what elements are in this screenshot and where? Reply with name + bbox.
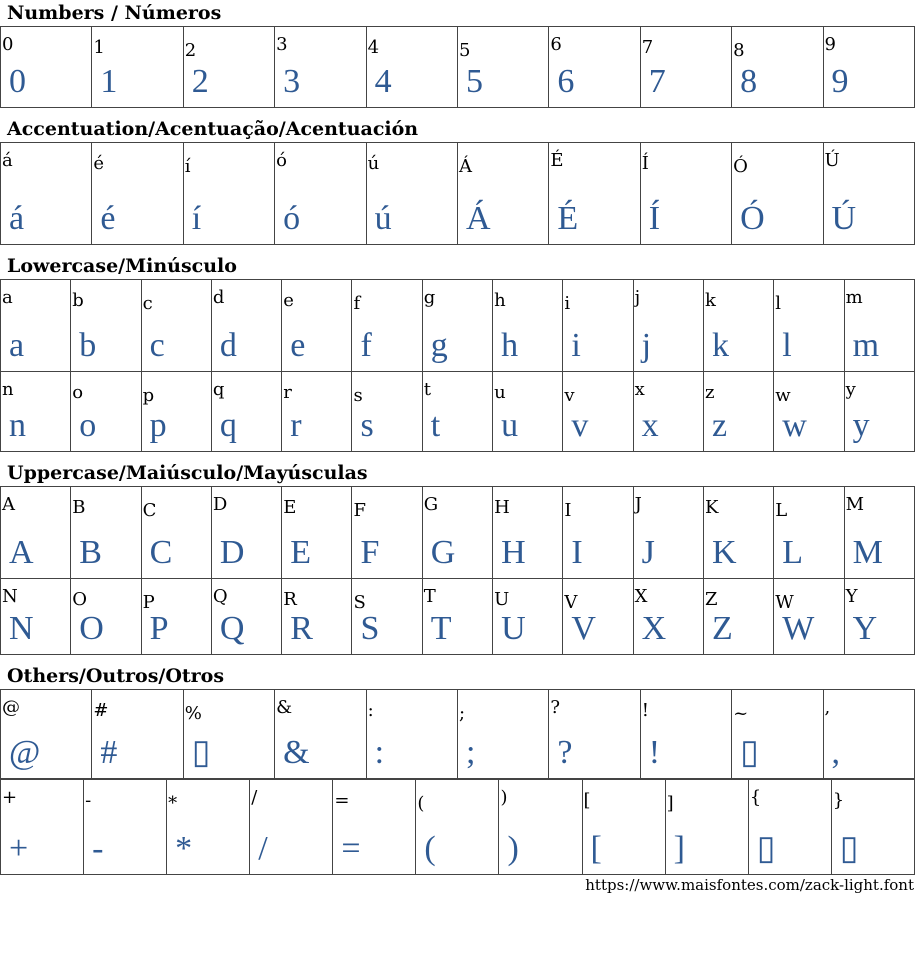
uppercase-cell: [282, 487, 352, 579]
uppercase-glyph: Q: [219, 610, 245, 647]
other-glyph: :: [374, 734, 385, 771]
other-label: [: [583, 790, 591, 811]
uppercase-label: W: [775, 592, 794, 613]
other-label: @: [2, 697, 20, 718]
number-cell: [732, 27, 823, 108]
uppercase-label: E: [283, 497, 297, 518]
uppercase-glyph: K: [711, 534, 737, 571]
number-label: 1: [93, 37, 105, 58]
number-label: 7: [641, 37, 654, 58]
number-glyph: 7: [648, 63, 666, 100]
other-glyph: &: [283, 734, 310, 771]
lowercase-grid: [0, 279, 915, 452]
accent-label: Ó: [733, 156, 748, 177]
other-label: ?: [550, 697, 560, 718]
section-title-accents: Accentuation/Acentuação/Acentuación: [7, 118, 419, 140]
number-label: 3: [276, 34, 288, 55]
other-glyph: ;: [465, 734, 476, 771]
uppercase-cell: [844, 487, 914, 579]
lowercase-glyph: l: [782, 327, 792, 364]
other-glyph: ▯: [740, 734, 759, 771]
number-glyph: 9: [831, 63, 849, 100]
other-glyph: +: [9, 830, 29, 867]
number-cell: [183, 27, 274, 108]
lowercase-cell: [422, 372, 492, 452]
lowercase-cell: [774, 372, 844, 452]
uppercase-label: F: [353, 500, 366, 521]
others-grid-row2: [0, 779, 915, 875]
number-glyph: 4: [374, 63, 392, 100]
uppercase-cell: [774, 487, 844, 579]
other-label: (: [417, 793, 425, 814]
lowercase-cell: [1, 372, 71, 452]
other-cell: [333, 780, 416, 875]
other-label: &: [276, 697, 293, 718]
accent-cell: [366, 143, 457, 245]
uppercase-cell: [844, 579, 914, 655]
lowercase-label: a: [2, 287, 13, 308]
lowercase-glyph: m: [852, 327, 880, 364]
number-cell: [275, 27, 366, 108]
uppercase-glyph: S: [360, 610, 380, 647]
uppercase-label: U: [494, 589, 510, 610]
accent-label: Í: [641, 153, 649, 174]
accent-label: í: [184, 156, 191, 177]
number-cell: [92, 27, 183, 108]
lowercase-label: t: [423, 379, 432, 400]
uppercase-glyph: E: [290, 534, 311, 571]
lowercase-label: f: [353, 293, 361, 314]
lowercase-glyph: e: [290, 327, 306, 364]
other-label: =: [334, 790, 350, 811]
lowercase-label: h: [494, 290, 506, 311]
accent-cell: [549, 143, 640, 245]
other-glyph: =: [341, 830, 361, 867]
accent-glyph: Á: [465, 200, 491, 237]
lowercase-cell: [211, 280, 281, 372]
uppercase-cell: [1, 579, 71, 655]
lowercase-cell: [422, 280, 492, 372]
number-label: 4: [367, 37, 380, 58]
other-glyph: *: [175, 830, 193, 867]
lowercase-label: x: [634, 379, 645, 400]
uppercase-label: O: [72, 589, 88, 610]
lowercase-glyph: g: [430, 327, 448, 364]
uppercase-label: Q: [212, 586, 228, 607]
other-cell: [366, 690, 457, 779]
accent-label: É: [550, 150, 564, 171]
accent-glyph: ó: [283, 200, 301, 237]
uppercase-cell: [422, 487, 492, 579]
uppercase-cell: [211, 487, 281, 579]
number-label: 9: [824, 34, 836, 55]
uppercase-label: J: [634, 494, 642, 515]
number-label: 0: [2, 34, 14, 55]
uppercase-cell: [71, 487, 141, 579]
lowercase-label: d: [212, 287, 225, 308]
uppercase-label: L: [775, 500, 788, 521]
other-label: #: [93, 700, 109, 721]
lowercase-cell: [282, 372, 352, 452]
other-cell: [549, 690, 640, 779]
uppercase-glyph: H: [501, 534, 526, 571]
other-label: *: [168, 793, 178, 814]
other-cell: [732, 690, 823, 779]
other-label: ;: [458, 703, 466, 724]
other-cell: [1, 690, 92, 779]
other-glyph: [: [590, 830, 602, 867]
uppercase-grid: [0, 486, 915, 655]
uppercase-cell: [563, 579, 633, 655]
lowercase-glyph: j: [641, 327, 652, 364]
accent-glyph: á: [9, 200, 25, 237]
uppercase-label: S: [353, 592, 366, 613]
other-label: ): [500, 787, 508, 808]
lowercase-cell: [352, 280, 422, 372]
accent-label: á: [2, 150, 13, 171]
other-cell: [831, 780, 914, 875]
uppercase-cell: [282, 579, 352, 655]
other-label: +: [2, 787, 18, 808]
uppercase-label: V: [564, 592, 578, 613]
uppercase-cell: [633, 579, 703, 655]
uppercase-cell: [211, 579, 281, 655]
lowercase-glyph: v: [571, 407, 589, 444]
number-glyph: 3: [283, 63, 301, 100]
accent-cell: [732, 143, 823, 245]
uppercase-cell: [703, 579, 773, 655]
lowercase-label: b: [72, 290, 84, 311]
number-glyph: 6: [557, 63, 575, 100]
uppercase-label: A: [2, 494, 15, 515]
uppercase-cell: [141, 579, 211, 655]
accent-glyph: Í: [648, 200, 661, 237]
section-title-lowercase: Lowercase/Minúsculo: [7, 255, 237, 277]
number-cell: [457, 27, 548, 108]
lowercase-cell: [141, 280, 211, 372]
uppercase-label: T: [423, 586, 436, 607]
uppercase-cell: [352, 487, 422, 579]
accents-grid: [0, 142, 915, 245]
other-glyph: ): [507, 830, 519, 867]
uppercase-glyph: N: [9, 610, 34, 647]
other-glyph: ▯: [756, 830, 776, 867]
uppercase-glyph: P: [149, 610, 169, 647]
uppercase-cell: [633, 487, 703, 579]
uppercase-glyph: C: [149, 534, 173, 571]
uppercase-glyph: T: [430, 610, 452, 647]
other-glyph: ▯: [839, 830, 859, 867]
other-glyph: ?: [557, 734, 573, 771]
uppercase-glyph: X: [641, 610, 667, 647]
uppercase-label: X: [634, 586, 648, 607]
lowercase-glyph: p: [149, 407, 167, 444]
other-cell: [183, 690, 274, 779]
other-glyph: !: [648, 734, 661, 771]
lowercase-label: n: [2, 379, 14, 400]
other-cell: [823, 690, 914, 779]
lowercase-glyph: f: [360, 327, 372, 364]
other-cell: [665, 780, 748, 875]
lowercase-cell: [1, 280, 71, 372]
other-cell: [457, 690, 548, 779]
lowercase-label: v: [564, 385, 575, 406]
accent-label: ó: [276, 150, 288, 171]
lowercase-glyph: r: [290, 407, 302, 444]
lowercase-cell: [211, 372, 281, 452]
lowercase-label: s: [353, 385, 363, 406]
uppercase-glyph: L: [782, 534, 804, 571]
accent-glyph: é: [100, 200, 116, 237]
uppercase-label: Y: [845, 586, 858, 607]
other-glyph: #: [100, 734, 118, 771]
lowercase-glyph: o: [79, 407, 97, 444]
uppercase-glyph: R: [290, 610, 313, 647]
lowercase-label: j: [634, 287, 641, 308]
uppercase-label: N: [2, 586, 18, 607]
number-cell: [366, 27, 457, 108]
lowercase-label: k: [704, 290, 716, 311]
accent-glyph: É: [557, 200, 579, 237]
other-label: -: [85, 790, 92, 811]
lowercase-cell: [703, 280, 773, 372]
lowercase-label: l: [775, 293, 782, 314]
number-label: 5: [458, 40, 471, 61]
other-label: }: [832, 790, 845, 811]
uppercase-label: G: [423, 494, 439, 515]
lowercase-glyph: w: [782, 407, 807, 444]
lowercase-glyph: u: [501, 407, 519, 444]
other-glyph: ▯: [191, 734, 211, 771]
accent-cell: [92, 143, 183, 245]
lowercase-cell: [71, 280, 141, 372]
accent-cell: [275, 143, 366, 245]
lowercase-cell: [352, 372, 422, 452]
lowercase-cell: [633, 280, 703, 372]
lowercase-glyph: n: [9, 407, 26, 444]
section-title-uppercase: Uppercase/Maiúsculo/Mayúsculas: [7, 462, 368, 484]
section-title-numbers: Numbers / Números: [7, 2, 222, 24]
lowercase-glyph: i: [571, 327, 581, 364]
uppercase-glyph: W: [782, 610, 815, 647]
accent-glyph: ú: [374, 200, 392, 237]
lowercase-label: i: [564, 293, 571, 314]
uppercase-cell: [71, 579, 141, 655]
lowercase-label: m: [845, 287, 863, 308]
other-cell: [167, 780, 250, 875]
uppercase-glyph: F: [360, 534, 380, 571]
uppercase-label: P: [142, 592, 155, 613]
other-cell: [748, 780, 831, 875]
uppercase-label: K: [704, 497, 719, 518]
lowercase-label: o: [72, 382, 84, 403]
other-label: {: [749, 787, 762, 808]
lowercase-cell: [282, 280, 352, 372]
number-glyph: 1: [100, 63, 118, 100]
other-cell: [582, 780, 665, 875]
lowercase-label: g: [423, 287, 436, 308]
uppercase-cell: [493, 579, 563, 655]
lowercase-label: w: [775, 385, 791, 406]
other-glyph: ]: [673, 830, 685, 867]
other-label: ]: [666, 793, 674, 814]
other-label: ~: [733, 703, 749, 724]
lowercase-cell: [633, 372, 703, 452]
lowercase-cell: [141, 372, 211, 452]
lowercase-cell: [493, 280, 563, 372]
uppercase-cell: [1, 487, 71, 579]
lowercase-label: c: [142, 293, 153, 314]
accent-cell: [1, 143, 92, 245]
accent-glyph: Ó: [740, 200, 765, 237]
uppercase-glyph: I: [571, 534, 583, 571]
accent-cell: [823, 143, 914, 245]
lowercase-label: e: [283, 290, 294, 311]
other-cell: [250, 780, 333, 875]
number-glyph: 0: [9, 63, 26, 100]
accent-glyph: Ú: [831, 200, 857, 237]
other-label: !: [641, 700, 649, 721]
uppercase-glyph: O: [79, 610, 104, 647]
other-cell: [499, 780, 582, 875]
lowercase-glyph: c: [149, 327, 165, 364]
uppercase-glyph: D: [219, 534, 245, 571]
uppercase-glyph: V: [571, 610, 596, 647]
lowercase-glyph: z: [711, 407, 728, 444]
section-title-others: Others/Outros/Otros: [7, 665, 225, 687]
uppercase-cell: [774, 579, 844, 655]
lowercase-glyph: a: [9, 327, 25, 364]
other-label: :: [367, 700, 374, 721]
footer-url[interactable]: https://www.maisfontes.com/zack-light.font: [585, 876, 914, 894]
number-cell: [1, 27, 92, 108]
accent-label: Á: [458, 156, 472, 177]
accent-cell: [457, 143, 548, 245]
uppercase-label: Z: [704, 589, 718, 610]
lowercase-glyph: k: [711, 327, 729, 364]
lowercase-glyph: y: [852, 407, 870, 444]
others-grid-row1: [0, 689, 915, 779]
number-cell: [549, 27, 640, 108]
accent-cell: [640, 143, 731, 245]
uppercase-glyph: Z: [711, 610, 733, 647]
lowercase-label: p: [142, 385, 155, 406]
lowercase-glyph: d: [219, 327, 237, 364]
lowercase-label: q: [212, 379, 225, 400]
lowercase-cell: [493, 372, 563, 452]
other-cell: [640, 690, 731, 779]
uppercase-cell: [703, 487, 773, 579]
lowercase-glyph: t: [430, 407, 441, 444]
uppercase-glyph: A: [9, 534, 34, 571]
lowercase-label: z: [704, 382, 715, 403]
lowercase-glyph: x: [641, 407, 659, 444]
other-cell: [1, 780, 84, 875]
uppercase-label: M: [845, 494, 864, 515]
number-glyph: 5: [465, 63, 483, 100]
number-label: 2: [184, 40, 197, 61]
accent-label: ú: [367, 153, 380, 174]
number-glyph: 2: [191, 63, 209, 100]
uppercase-glyph: G: [430, 534, 456, 571]
lowercase-cell: [563, 372, 633, 452]
uppercase-label: I: [564, 500, 572, 521]
accent-label: é: [93, 153, 105, 174]
number-label: 8: [733, 40, 745, 61]
uppercase-label: C: [142, 500, 157, 521]
lowercase-label: y: [845, 379, 856, 400]
number-glyph: 8: [740, 63, 758, 100]
uppercase-cell: [563, 487, 633, 579]
uppercase-glyph: U: [501, 610, 526, 647]
accent-cell: [183, 143, 274, 245]
other-glyph: -: [92, 830, 104, 867]
lowercase-glyph: s: [360, 407, 374, 444]
other-cell: [84, 780, 167, 875]
accent-glyph: í: [191, 200, 202, 237]
accent-label: Ú: [824, 150, 840, 171]
other-glyph: /: [258, 830, 268, 867]
other-glyph: @: [9, 734, 41, 771]
lowercase-cell: [774, 280, 844, 372]
uppercase-cell: [422, 579, 492, 655]
uppercase-label: D: [212, 494, 228, 515]
number-cell: [640, 27, 731, 108]
lowercase-cell: [563, 280, 633, 372]
lowercase-glyph: h: [501, 327, 519, 364]
lowercase-label: u: [494, 382, 506, 403]
other-cell: [275, 690, 366, 779]
uppercase-glyph: B: [79, 534, 102, 571]
lowercase-glyph: b: [79, 327, 97, 364]
other-cell: [92, 690, 183, 779]
lowercase-cell: [844, 372, 914, 452]
lowercase-glyph: q: [219, 407, 237, 444]
lowercase-cell: [844, 280, 914, 372]
number-label: 6: [550, 34, 562, 55]
uppercase-cell: [352, 579, 422, 655]
uppercase-label: B: [72, 497, 86, 518]
uppercase-label: R: [283, 589, 297, 610]
uppercase-label: H: [494, 497, 510, 518]
uppercase-cell: [493, 487, 563, 579]
lowercase-cell: [703, 372, 773, 452]
uppercase-glyph: M: [852, 534, 883, 571]
uppercase-glyph: Y: [852, 610, 878, 647]
other-cell: [416, 780, 499, 875]
other-label: %: [184, 703, 202, 724]
lowercase-label: r: [283, 382, 292, 403]
uppercase-cell: [141, 487, 211, 579]
lowercase-cell: [71, 372, 141, 452]
number-cell: [823, 27, 914, 108]
other-glyph: ,: [831, 734, 841, 771]
other-label: /: [251, 787, 258, 808]
uppercase-glyph: J: [641, 534, 655, 571]
other-label: ,: [824, 697, 831, 718]
numbers-grid: [0, 26, 915, 108]
other-glyph: (: [424, 830, 436, 867]
